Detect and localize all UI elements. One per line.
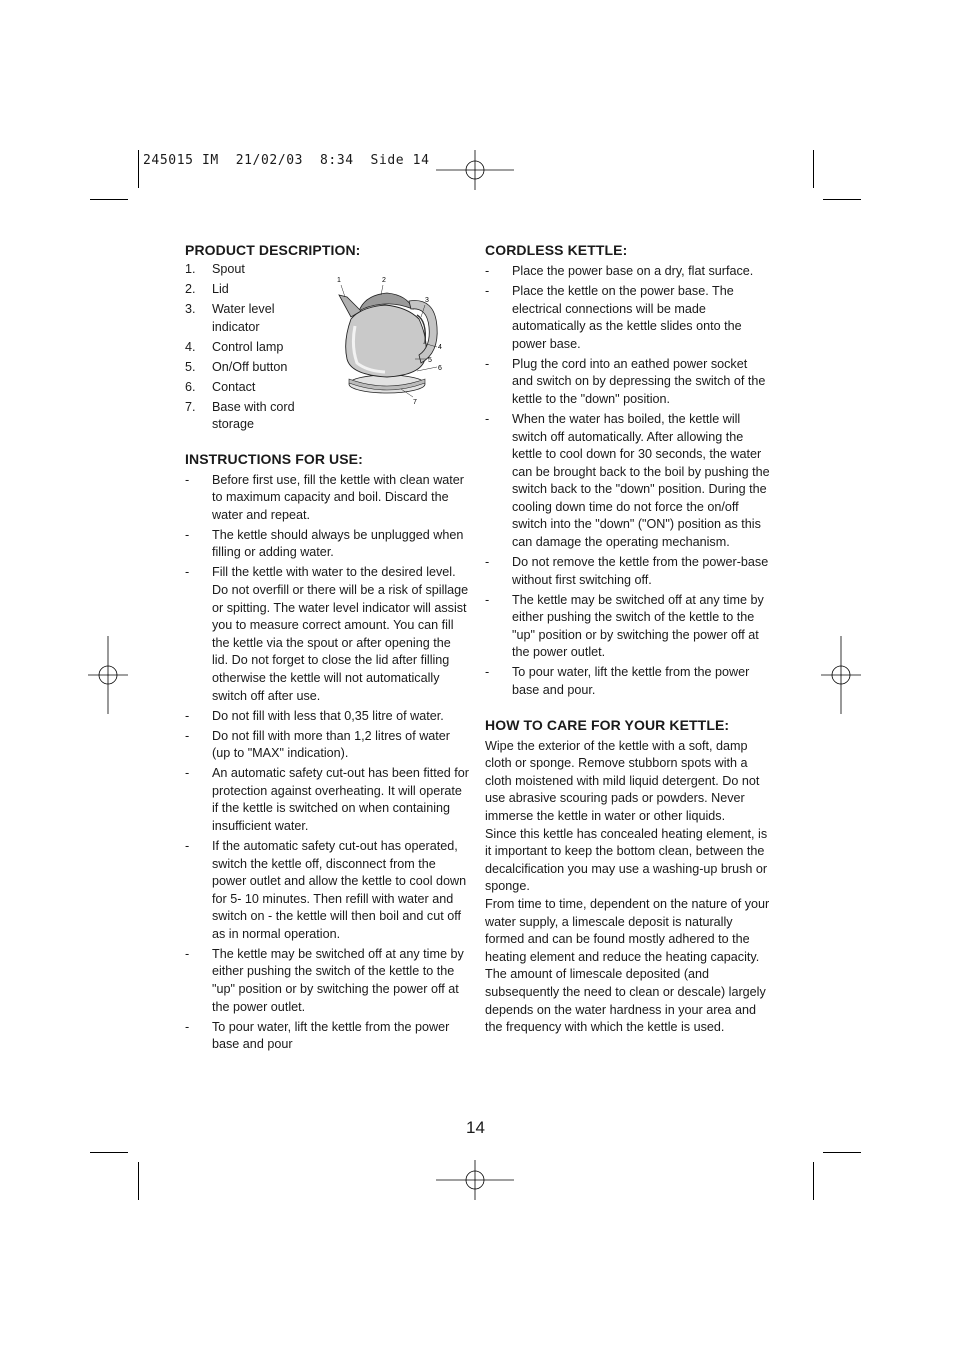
crop-mark <box>823 199 861 200</box>
list-item: 3. Water level indicator <box>185 301 275 334</box>
diagram-label: 1 <box>337 277 341 284</box>
left-column <box>185 241 470 1070</box>
list-item: - To pour water, lift the kettle from the power base and pour <box>185 1019 450 1052</box>
crop-mark <box>813 150 814 188</box>
list-item: - Place the power base on a dry, flat surface. <box>485 264 754 278</box>
instructions-section <box>185 450 470 1054</box>
kettle-diagram <box>337 271 452 411</box>
list-item: - If the automatic safety cut-out has operated, switch the kettle off, disconnect from the power outlet and allow the kettle to cool down for 5- 10 minutes. Then refill with water and switch on - the kettle will then boil and cut off as in normal operation. <box>185 838 467 941</box>
list-item: - Do not fill with less that 0,35 litre of water. <box>185 708 444 723</box>
diagram-label: 6 <box>438 365 442 372</box>
diagram-label: 3 <box>425 297 429 304</box>
registration-mark-top <box>436 150 516 192</box>
care-heading: HOW TO CARE FOR YOUR KETTLE: <box>485 716 730 733</box>
list-item: 1. Spout <box>185 262 245 276</box>
list-item: 6. Contact <box>185 379 256 394</box>
list-item: - Do not remove the kettle from the power-base without first switching off. <box>485 555 769 587</box>
diagram-label: 4 <box>438 344 442 351</box>
crop-mark <box>813 1162 814 1200</box>
crop-mark <box>823 1152 861 1153</box>
instructions-heading: INSTRUCTIONS FOR USE: <box>185 450 363 467</box>
page-number: 14 <box>466 1118 485 1137</box>
crop-mark <box>90 199 128 200</box>
product-description-heading: PRODUCT DESCRIPTION: <box>185 242 361 258</box>
list-item: - Fill the kettle with water to the desired level. Do not overfill or there will be a risk of spillage or spitting. The water level indicator will assist you to measure correct amount. You can fill the kettle via the spout or after opening the lid. Do not forget to close the lid after filling otherwise the kettle will not automatically switch off after use. <box>185 565 469 703</box>
list-item: - To pour water, lift the kettle from the power base and pour. <box>485 665 750 697</box>
print-slug: 245015 IM 21/02/03 8:34 Side 14 <box>143 153 430 168</box>
cordless-list <box>485 263 770 700</box>
diagram-label: 5 <box>428 357 432 364</box>
list-item: - Plug the cord into an eathed power socket and switch on by depressing the switch of the kettle to the "down" position. <box>485 356 766 406</box>
kettle-body-shape <box>346 305 426 377</box>
list-item: - The kettle may be switched off at any time by either pushing the switch of the kettle to the "up" position or by switching the power off at the power outlet. <box>185 946 464 1014</box>
list-item: 5. On/Off button <box>185 359 288 374</box>
product-description-section <box>185 241 470 434</box>
care-section <box>485 716 770 1037</box>
leader-line <box>341 285 345 297</box>
diagram-label: 7 <box>413 399 417 406</box>
crop-mark <box>138 1162 139 1200</box>
list-item: 7. Base with cord storage <box>185 399 295 432</box>
crop-mark <box>90 1152 128 1153</box>
list-item: 2. Lid <box>185 281 229 296</box>
list-item: - An automatic safety cut-out has been fitted for protection against overheating. It will operate if the kettle is switched on when containing insufficient water. <box>185 766 469 833</box>
registration-mark-left <box>88 636 130 716</box>
list-item: 4. Control lamp <box>185 339 284 354</box>
registration-mark-right <box>821 636 863 716</box>
care-paragraph: From time to time, dependent on the nature of your water supply, a limescale deposit is naturally formed and can be found mostly adhered to the heating element and reduce the heating capacity. The amount of limescale deposited (and subsequently the need to clean or descale) largely depends on the water hardness in your area and the frequency with which the kettle is used. <box>485 896 770 1035</box>
cordless-section <box>485 241 770 700</box>
list-item: - The kettle should always be unplugged when filling or adding water. <box>185 527 464 560</box>
cordless-heading: CORDLESS KETTLE: <box>485 242 628 258</box>
diagram-label: 2 <box>382 277 386 284</box>
care-paragraph: Wipe the exterior of the kettle with a soft, damp cloth or sponge. Remove stubborn spots with a cloth moistened with mild liquid detergent. Do not use abrasive scouring pads or powders. Never immerse the kettle in water or other liquids. <box>485 738 760 823</box>
instructions-list <box>185 472 470 1054</box>
list-item: - Before first use, fill the kettle with clean water to maximum capacity and boil. Discard the water and repeat. <box>185 472 464 522</box>
right-column <box>485 241 770 1053</box>
list-item: - Place the kettle on the power base. The electrical connections will be made automatically as the kettle slides onto the power base. <box>485 283 742 351</box>
parts-list <box>185 261 325 434</box>
list-item: - The kettle may be switched off at any time by either pushing the switch of the kettle to the "up" position or by switching the power off at the power outlet. <box>485 592 764 660</box>
care-paragraph: Since this kettle has concealed heating element, is it important to keep the bottom clean, between the decalcification you may use a washing-up brush or sponge. <box>485 826 768 894</box>
registration-mark-bottom <box>436 1160 516 1202</box>
list-item: - Do not fill with more than 1,2 litres of water (up to "MAX" indication). <box>185 728 450 761</box>
crop-mark <box>138 150 139 188</box>
list-item: - When the water has boiled, the kettle will switch off automatically. After allowing the kettle to cool down for 30 seconds, the water can be brought back to the boil by pushing the switch back to the "down" position. During the cooling down time do not force the on/off switch into the "down" ("ON") position as this can damage the operating mechanism. <box>485 411 770 550</box>
